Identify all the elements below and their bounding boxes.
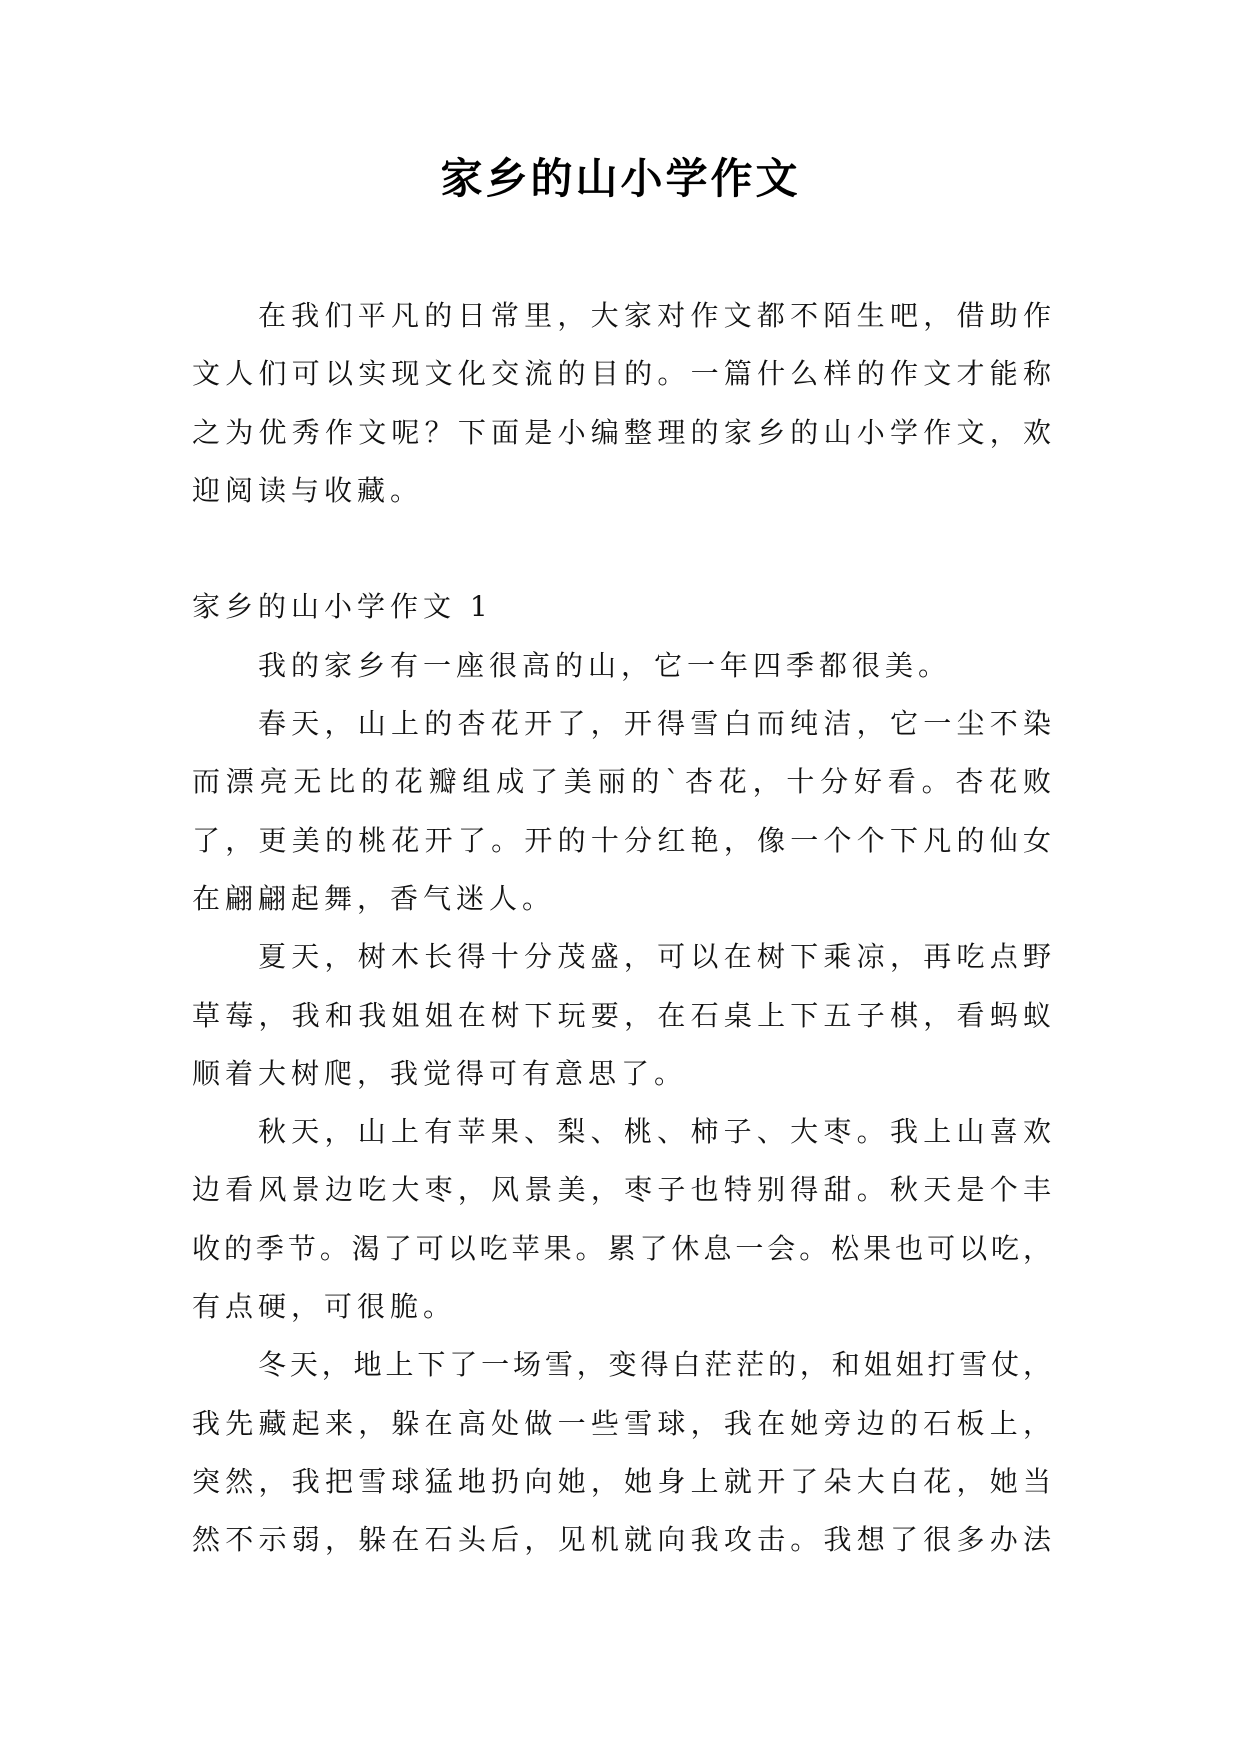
- essay-paragraph: [192, 1336, 1057, 1569]
- essay-heading: 家乡的山小学作文 1: [192, 590, 493, 624]
- text-line: 我先藏起来，躲在高处做一些雪球，我在她旁边的石板上，: [192, 1406, 1057, 1440]
- text-line: 迎阅读与收藏。: [192, 473, 424, 507]
- essay-paragraph: [192, 695, 1057, 928]
- text-line: 草莓，我和我姐姐在树下玩要，在石桌上下五子棋，看蚂蚁: [192, 998, 1057, 1032]
- text-line: 之为优秀作文呢？下面是小编整理的家乡的山小学作文，欢: [192, 415, 1057, 449]
- text-line: 秋天，山上有苹果、梨、桃、柿子、大枣。我上山喜欢: [258, 1115, 1057, 1149]
- essay-paragraph: [192, 1103, 1057, 1336]
- text-line: 文人们可以实现文化交流的目的。一篇什么样的作文才能称: [192, 357, 1057, 391]
- text-line: 春天，山上的杏花开了，开得雪白而纯洁，它一尘不染: [258, 707, 1057, 741]
- text-line: 收的季节。渴了可以吃苹果。累了休息一会。松果也可以吃，: [192, 1231, 1055, 1265]
- essay-paragraph: [192, 928, 1057, 1103]
- text-line: 突然，我把雪球猛地扔向她，她身上就开了朵大白花，她当: [192, 1464, 1057, 1498]
- text-line: 而漂亮无比的花瓣组成了美丽的`杏花，十分好看。杏花败: [192, 765, 1057, 799]
- text-line: 在我们平凡的日常里，大家对作文都不陌生吧，借助作: [258, 299, 1057, 332]
- text-line: 冬天，地上下了一场雪，变得白茫茫的，和姐姐打雪仗，: [258, 1348, 1055, 1382]
- text-line: 然不示弱，躲在石头后，见机就向我攻击。我想了很多办法: [192, 1523, 1057, 1557]
- text-line: 我的家乡有一座很高的山，它一年四季都很美。: [258, 648, 952, 682]
- essay-paragraph: [192, 637, 1051, 695]
- text-line: 了，更美的桃花开了。开的十分红艳，像一个个下凡的仙女: [192, 823, 1057, 857]
- document-title: 家乡的山小学作文: [440, 154, 801, 203]
- text-line: 夏天，树木长得十分茂盛，可以在树下乘凉，再吃点野: [258, 940, 1057, 974]
- text-line: 在翩翩起舞，香气迷人。: [192, 881, 556, 915]
- document-body: [192, 287, 1057, 1570]
- text-line: 边看风景边吃大枣，风景美，枣子也特别得甜。秋天是个丰: [192, 1173, 1057, 1207]
- text-line: 顺着大树爬，我觉得可有意思了。: [192, 1056, 688, 1090]
- intro-paragraph: [192, 287, 1057, 520]
- text-line: 有点硬，可很脆。: [192, 1290, 457, 1324]
